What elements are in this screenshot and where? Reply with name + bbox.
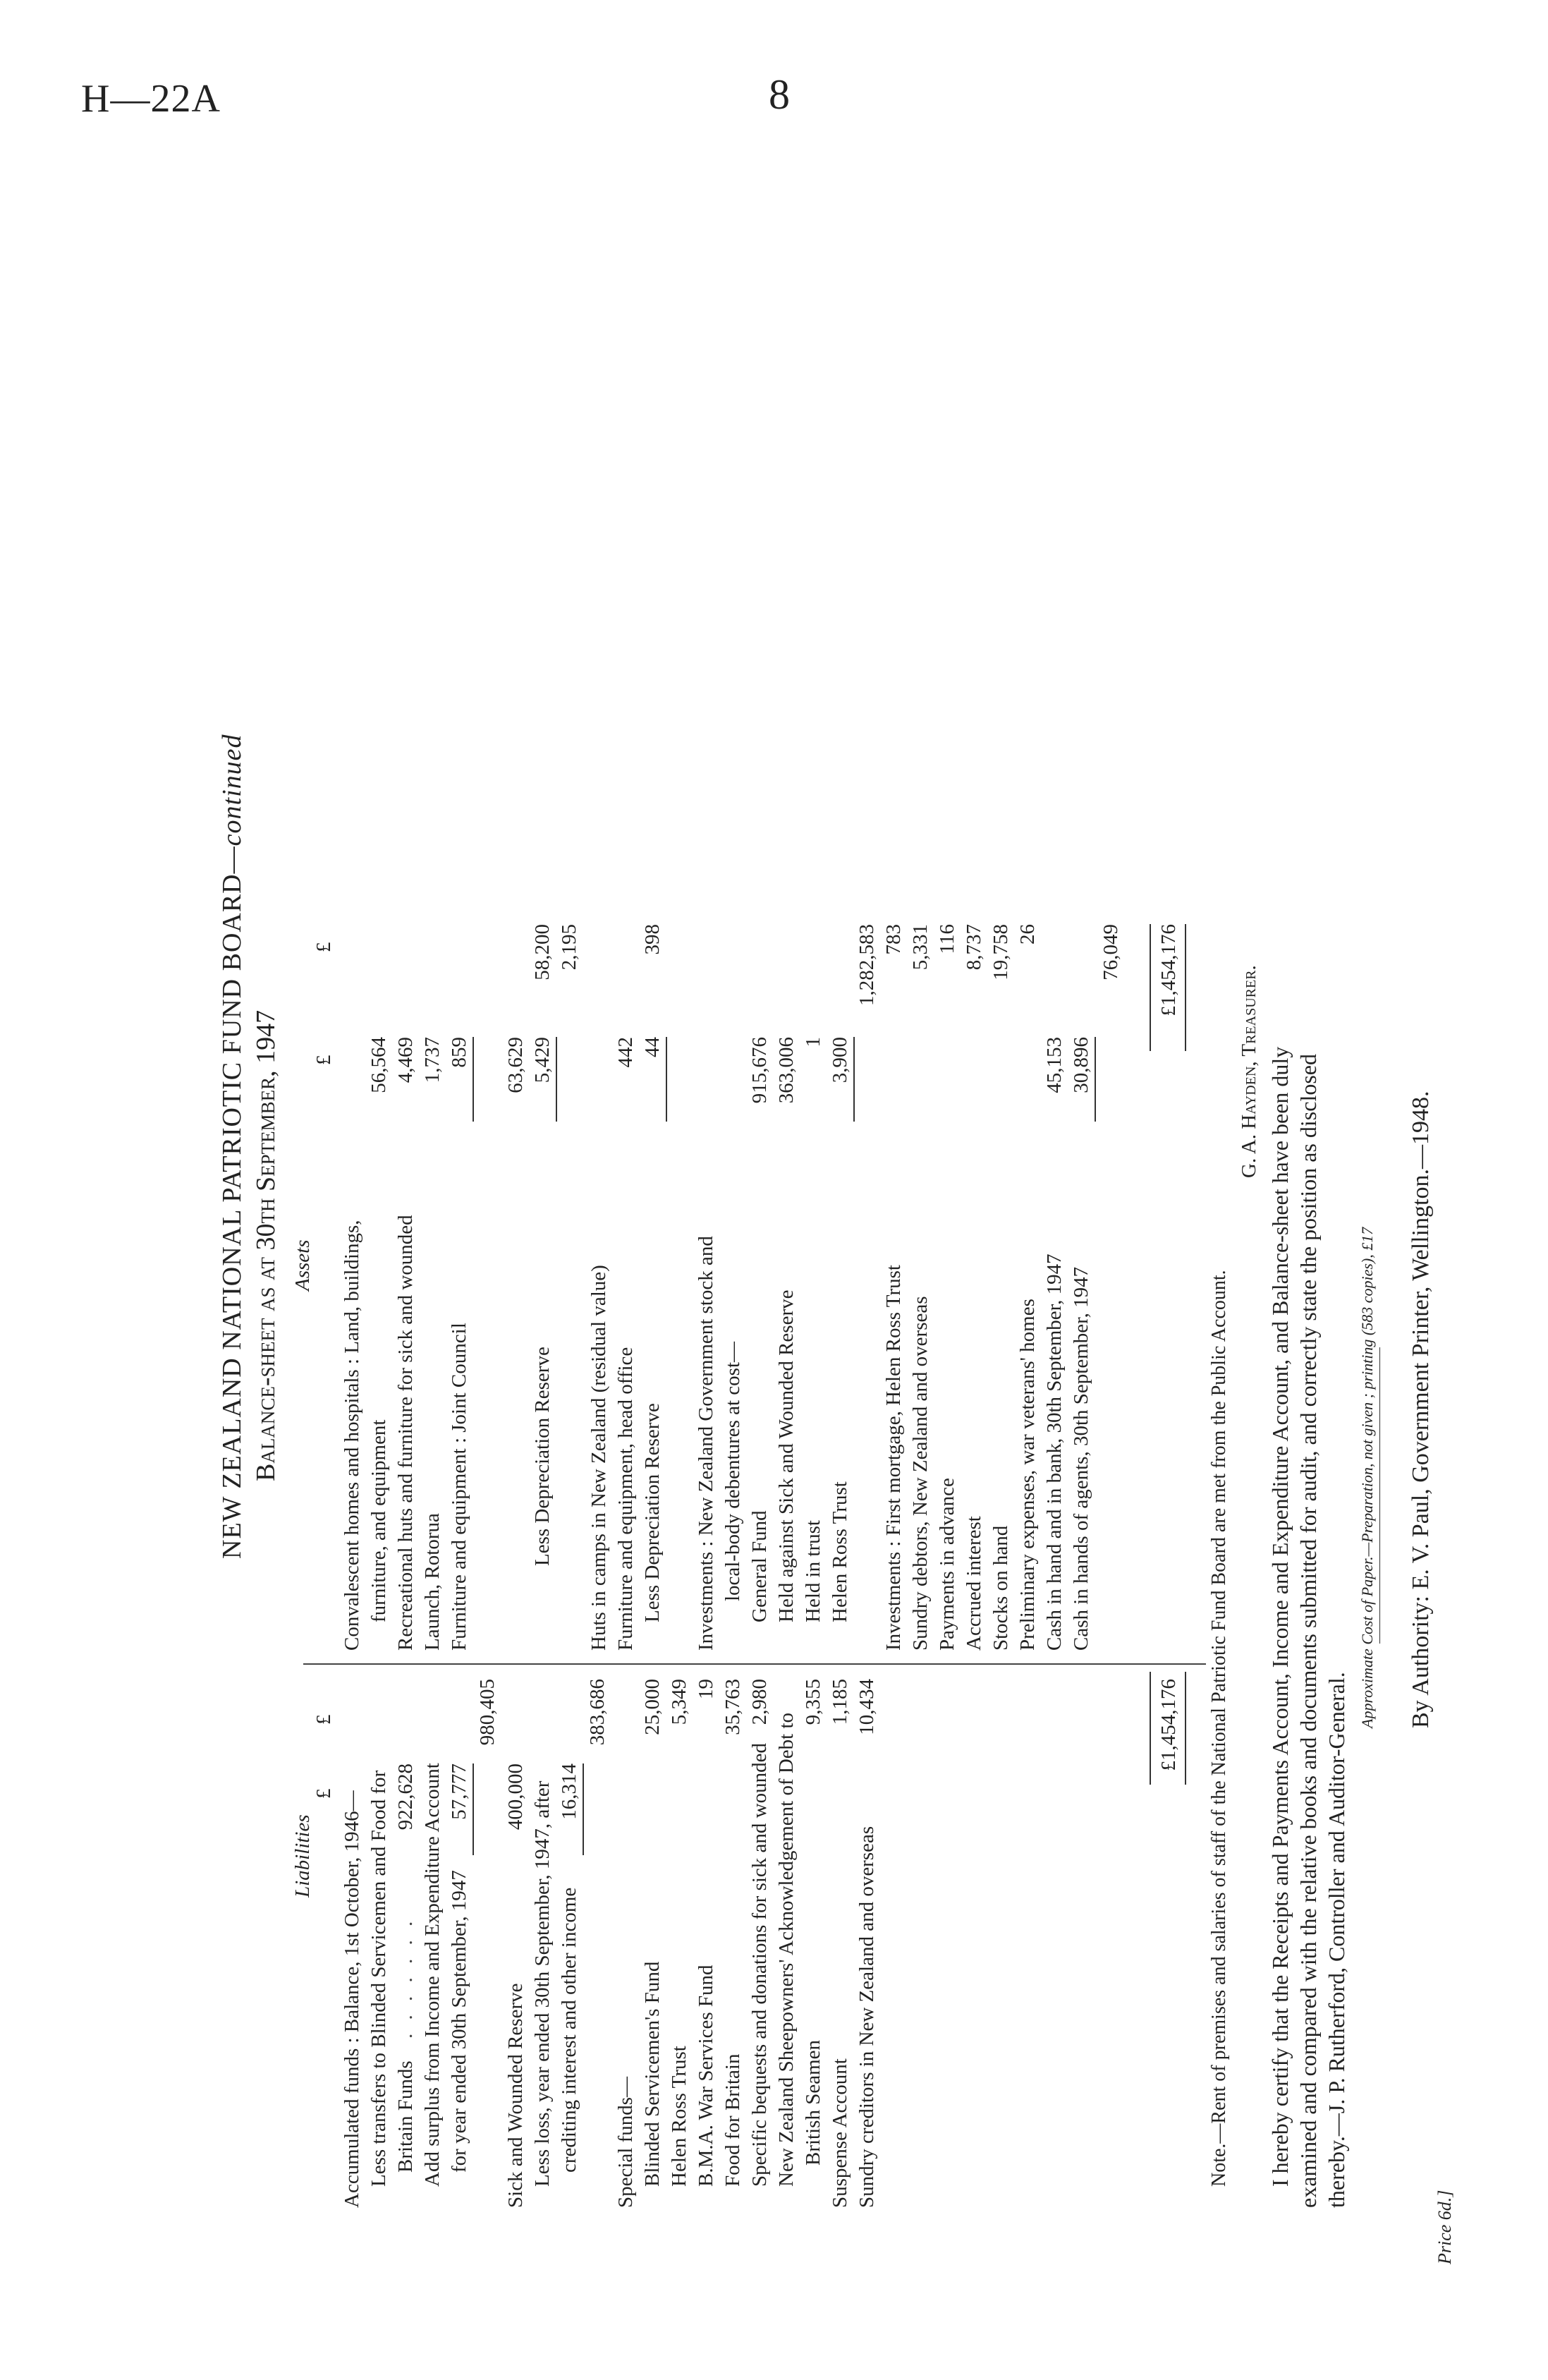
- asset-value-0: 56,564: [367, 1037, 390, 1093]
- other-value-4: 19,758: [989, 924, 1012, 980]
- other-value-0: 783: [882, 924, 905, 955]
- rule: [1095, 1037, 1096, 1122]
- liabilities-heading: Liabilities: [291, 1814, 314, 1898]
- huts-label: Huts in camps in New Zealand (residual value): [587, 1265, 610, 1651]
- creditors-value: 10,434: [855, 1679, 878, 1735]
- assets-heading: Assets: [291, 1239, 314, 1291]
- other-value-1: 5,331: [909, 924, 932, 971]
- acc-value-2: 57,777: [448, 1763, 470, 1820]
- depreciation-value-2: 44: [641, 1037, 664, 1057]
- asset-value-1: 4,469: [394, 1037, 417, 1083]
- leader: . . . . . . .: [394, 1917, 417, 2039]
- sick-line-2: Less loss, year ended 30th September, 1947, after: [531, 1780, 554, 2187]
- other-label-2: Payments in advance: [936, 1478, 958, 1651]
- document-code: H—22A: [81, 77, 221, 121]
- rule: [556, 1037, 557, 1122]
- authority-line: By Authority: E. V. Paul, Government Printer, Wellington.—1948.: [1408, 1091, 1434, 1728]
- special-value-3: 35,763: [721, 1679, 744, 1735]
- sick-line-3: crediting interest and other income: [558, 1887, 580, 2173]
- rule: [1185, 1672, 1186, 1785]
- cash-label-0: Cash in hand and in bank, 30th September, 1947: [1043, 1253, 1066, 1651]
- asset-value-2: 1,737: [421, 1037, 444, 1083]
- other-label-3: Accrued interest: [963, 1516, 985, 1651]
- investments-total: 1,282,583: [855, 924, 878, 1006]
- price-note: Price 6d.]: [1434, 2190, 1455, 2264]
- title-continued: continued: [217, 734, 247, 846]
- cost-note: Approximate Cost of Paper.—Preparation, not given ; printing (583 copies), £17: [1358, 1227, 1376, 1728]
- document-title: [219, 734, 245, 1560]
- certificate-line-2: examined and compared with the relative books and documents submitted for audit, and correctly state the position as disclosed: [1296, 1054, 1321, 2208]
- other-value-5: 26: [1016, 924, 1039, 945]
- special-value-6: 9,355: [802, 1679, 824, 1725]
- other-label-4: Stocks on hand: [989, 1525, 1012, 1651]
- other-value-2: 116: [936, 924, 958, 954]
- rule: [666, 1037, 667, 1122]
- cash-total: 76,049: [1099, 924, 1122, 980]
- investment-label-1: Held against Sick and Wounded Reserve: [775, 1289, 798, 1622]
- investment-label-3: Helen Ross Trust: [829, 1481, 851, 1622]
- investment-value-3: 3,900: [829, 1037, 851, 1083]
- title-text: NEW ZEALAND NATIONAL PATRIOTIC FUND BOARD—: [217, 846, 247, 1559]
- special-label-2: B.M.A. War Services Fund: [695, 1965, 717, 2187]
- depreciation-value-1: 5,429: [531, 1037, 554, 1083]
- cash-value-0: 45,153: [1043, 1037, 1066, 1093]
- rule: [1150, 1672, 1151, 1785]
- asset-line-2: Recreational huts and furniture for sick and wounded: [394, 1215, 417, 1651]
- acc-line-4: Add surplus from Income and Expenditure Account: [421, 1763, 444, 2187]
- sick-line-1: Sick and Wounded Reserve: [504, 1983, 527, 2208]
- special-label-4: Specific bequests and donations for sick and wounded: [748, 1743, 771, 2187]
- investment-label-2: Held in trust: [802, 1520, 824, 1622]
- page-number: 8: [769, 71, 790, 118]
- acc-line-5: for year ended 30th September, 1947: [448, 1870, 470, 2173]
- depreciation-label-1: Less Depreciation Reserve: [531, 1347, 554, 1566]
- asset-net-2: 398: [641, 924, 664, 955]
- acc-line-1: Accumulated funds : Balance, 1st October, 1946—: [341, 1790, 363, 2208]
- cash-label-1: Cash in hands of agents, 30th September, 1947: [1070, 1266, 1092, 1651]
- asset-currency-1: £: [312, 1055, 335, 1065]
- note: Note.—Rent of premises and salaries of staff of the National Patriotic Fund Board are met from the Public Account.: [1208, 1270, 1230, 2187]
- sick-value-net: 383,686: [586, 1679, 609, 1746]
- asset-line-1: furniture, and equipment: [367, 1419, 390, 1622]
- asset-line-4: Furniture and equipment : Joint Council: [448, 1323, 470, 1651]
- investments-heading-2: local-body debentures at cost—: [721, 1341, 744, 1601]
- other-label-0: Investments : First mortgage, Helen Ross Trust: [882, 1265, 905, 1651]
- investment-value-0: 915,676: [748, 1037, 771, 1104]
- asset-net-1: 58,200: [531, 924, 554, 980]
- rule: [1185, 924, 1186, 1051]
- cash-value-1: 30,896: [1070, 1037, 1092, 1093]
- rotated-balance-sheet: [169, 174, 1481, 2278]
- special-label-5: New Zealand Sheepowners' Acknowledgement of Debt to: [775, 1712, 798, 2187]
- depreciation-label-2: Less Depreciation Reserve: [641, 1403, 664, 1622]
- assets-total: £1,454,176: [1157, 924, 1180, 1016]
- investment-value-2: 1: [802, 1037, 824, 1048]
- special-label-3: Food for Britain: [721, 2053, 744, 2187]
- rule: [473, 1763, 474, 1855]
- rule: [583, 1763, 584, 1855]
- other-label-1: Sundry debtors, New Zealand and overseas: [909, 1296, 932, 1651]
- investments-heading-1: Investments : New Zealand Government stock and: [695, 1236, 717, 1651]
- certificate-line-3: thereby.—J. P. Rutherford, Controller and Auditor-General.: [1324, 1672, 1349, 2208]
- balance-sheet-subtitle: Balance-sheet as at 30th September, 1947: [251, 1009, 281, 1481]
- special-label-1: Helen Ross Trust: [668, 2046, 690, 2187]
- liab-currency-1: £: [312, 1788, 335, 1799]
- investment-value-1: 363,006: [775, 1037, 798, 1104]
- rule: [1150, 924, 1151, 1051]
- other-value-3: 8,737: [963, 924, 985, 971]
- furniture-label: Furniture and equipment, head office: [614, 1347, 637, 1651]
- special-label-0: Blinded Servicemen's Fund: [641, 1961, 664, 2187]
- sick-value-1: 400,000: [504, 1763, 527, 1830]
- special-value-1: 5,349: [668, 1679, 690, 1725]
- treasurer-signature: G. A. Hayden, Treasurer.: [1238, 965, 1260, 1178]
- investment-label-0: General Fund: [748, 1510, 771, 1622]
- special-heading: Special funds—: [614, 2076, 637, 2208]
- other-label-5: Preliminary expenses, war veterans' homes: [1016, 1299, 1039, 1651]
- sick-value-2: 16,314: [558, 1763, 580, 1820]
- liab-currency-2: £: [312, 1714, 335, 1725]
- furniture-value: 442: [614, 1037, 637, 1068]
- rule: [1379, 1347, 1380, 1644]
- asset-line-0: Convalescent homes and hospitals : Land, buildings,: [341, 1220, 363, 1651]
- asset-value-3: 859: [448, 1037, 470, 1068]
- acc-value-1: 922,628: [394, 1763, 417, 1830]
- rule: [473, 1037, 474, 1122]
- rule: [853, 1037, 855, 1122]
- creditors-label: Sundry creditors in New Zealand and overseas: [855, 1826, 878, 2208]
- acc-line-2: Less transfers to Blinded Servicemen and Food for: [367, 1770, 390, 2187]
- liabilities-total: £1,454,176: [1157, 1679, 1180, 1771]
- acc-line-3: Britain Funds: [394, 2060, 417, 2173]
- column-divider: [303, 1663, 1206, 1665]
- special-value-2: 19: [695, 1679, 717, 1699]
- asset-currency-2: £: [312, 942, 335, 952]
- suspense-value: 1,185: [829, 1679, 851, 1725]
- asset-line-3: Launch, Rotorua: [421, 1513, 444, 1651]
- acc-value-total: 980,405: [476, 1679, 499, 1746]
- special-value-4: 2,980: [748, 1679, 771, 1725]
- suspense-label: Suspense Account: [829, 2058, 851, 2208]
- huts-value: 2,195: [558, 924, 580, 971]
- special-value-0: 25,000: [641, 1679, 664, 1735]
- special-label-6: British Seamen: [802, 2039, 824, 2166]
- asset-subtotal-1: 63,629: [504, 1037, 527, 1093]
- certificate-line-1: I hereby certify that the Receipts and Payments Account, Income and Expenditure Account, and Balance-sheet have been duly: [1267, 1046, 1293, 2187]
